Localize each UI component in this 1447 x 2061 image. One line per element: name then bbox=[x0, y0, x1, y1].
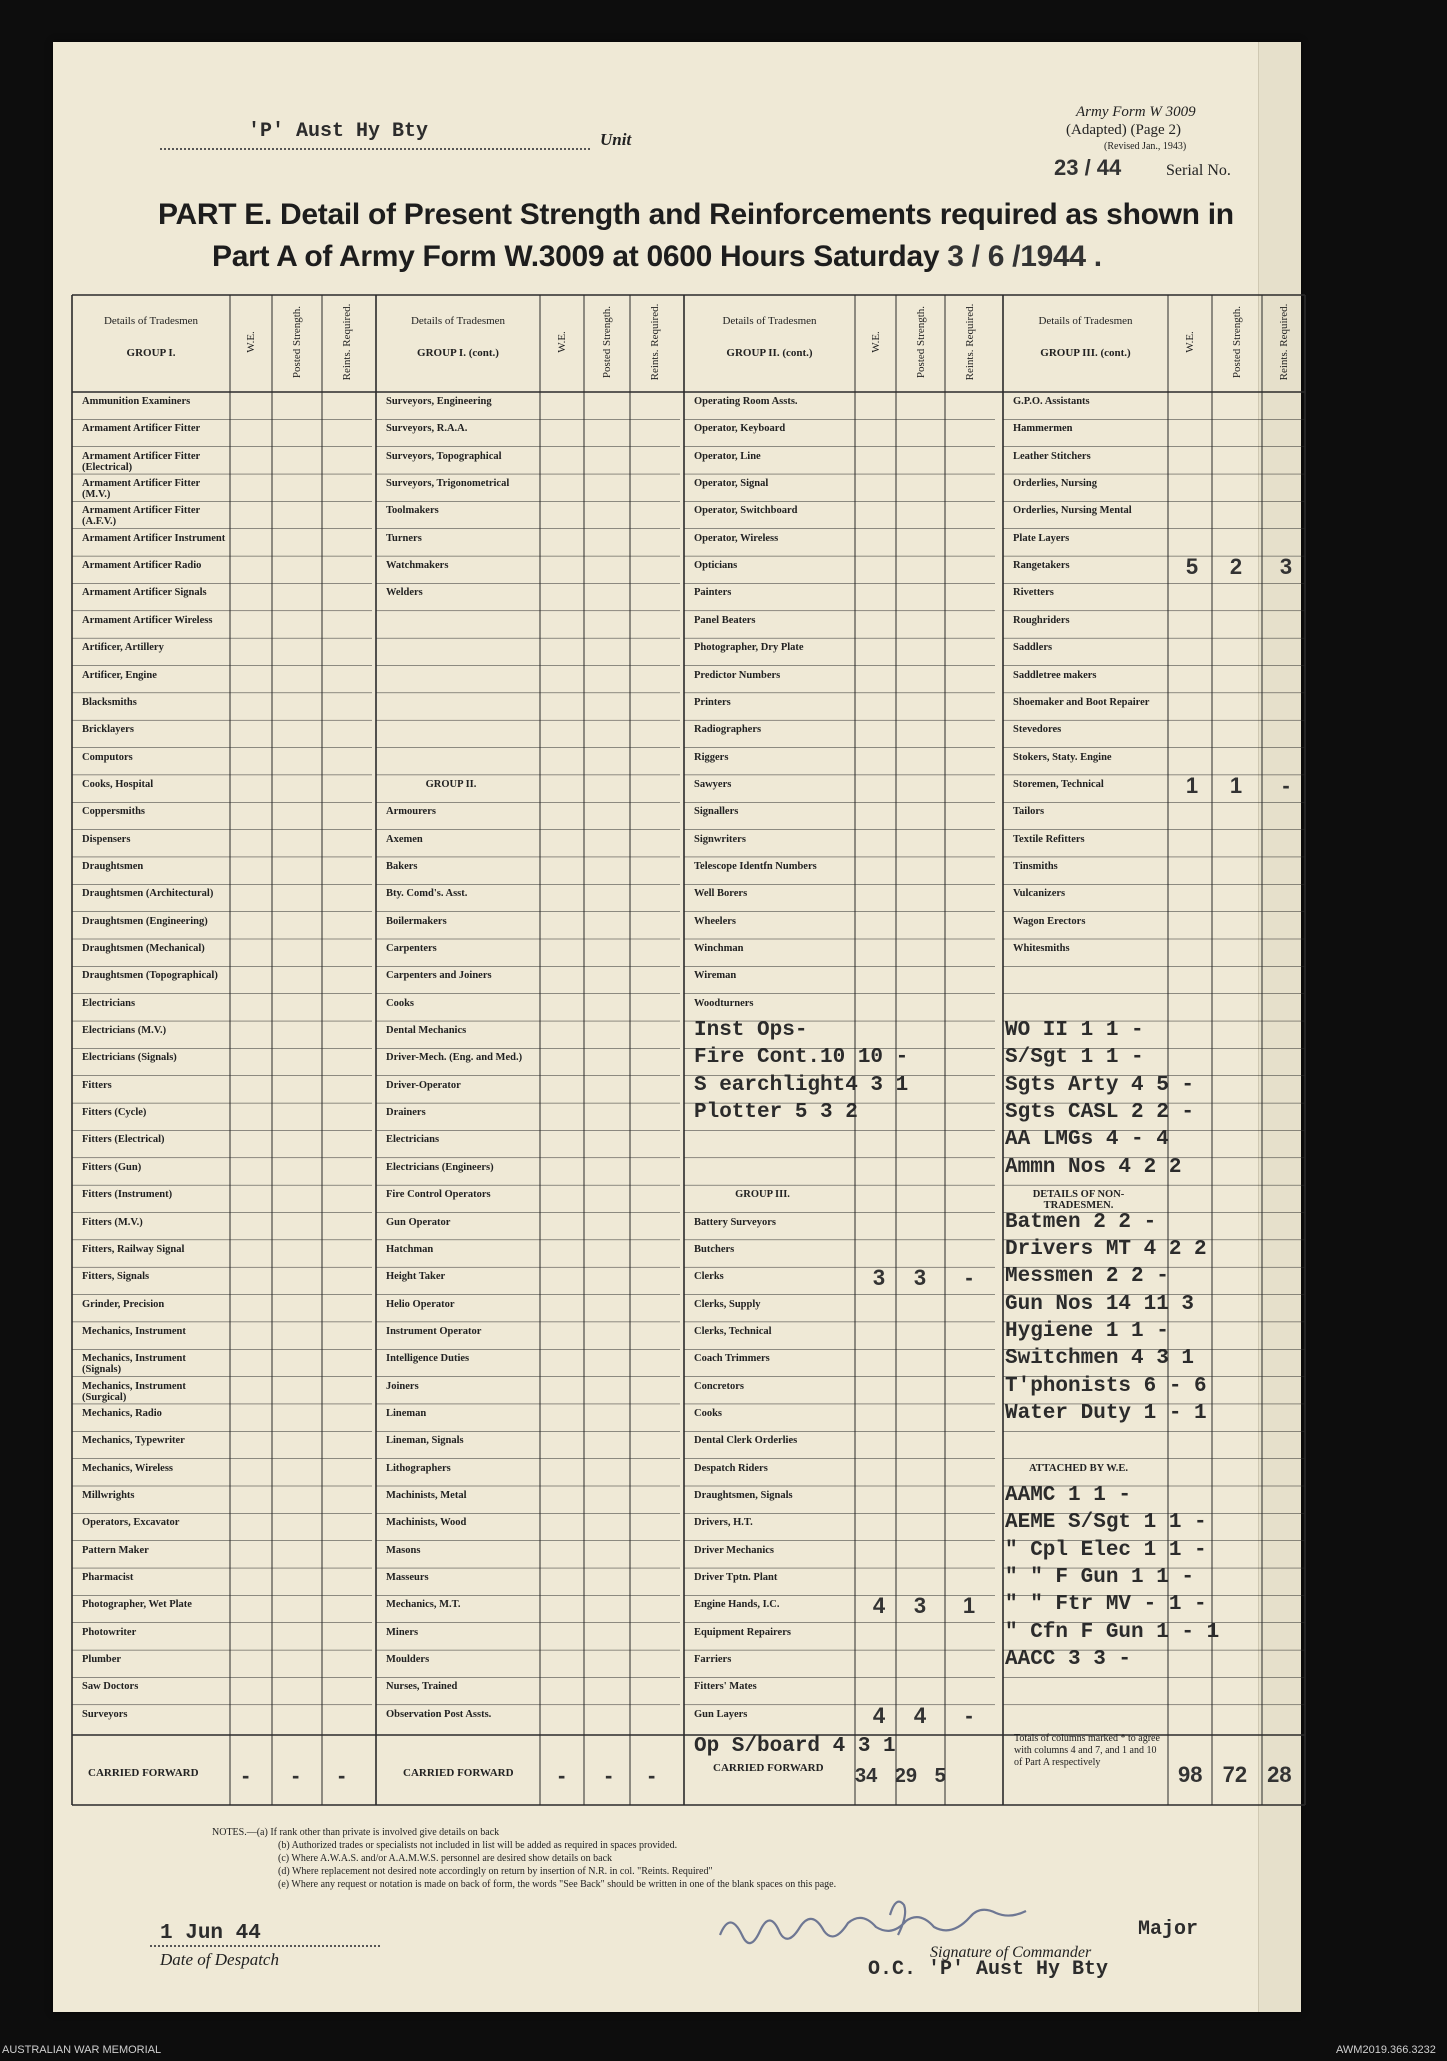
row-3-47: Fitters' Mates bbox=[694, 1681, 757, 1693]
header-details-4: Details of Tradesmen bbox=[1038, 315, 1133, 327]
row-3-13: Riggers bbox=[694, 751, 729, 763]
row-1-24: Electricians (Signals) bbox=[82, 1052, 177, 1064]
op-sboard-entry: Op S/board 4 3 1 bbox=[694, 1735, 896, 1758]
row-2-6: Watchmakers bbox=[386, 560, 449, 572]
row-4-11: Shoemaker and Boot Repairer bbox=[1013, 696, 1150, 708]
cf-dash-1: - bbox=[242, 1763, 250, 1788]
row-3-8: Panel Beaters bbox=[694, 614, 756, 626]
row-1-36: Mechanics, Instrument (Surgical) bbox=[82, 1380, 186, 1403]
typed-col4-12: T'phonists 6 - 6 bbox=[1005, 1374, 1207, 1398]
row-3-15: Signallers bbox=[694, 806, 739, 818]
form-name: Army Form W 3009 bbox=[1076, 104, 1196, 120]
row-4-17: Tinsmiths bbox=[1013, 860, 1058, 872]
row-1-17: Draughtsmen bbox=[82, 860, 144, 872]
row-2-15: Armourers bbox=[386, 806, 436, 818]
row-3-0: Operating Room Assts. bbox=[694, 396, 798, 407]
header-we-3: W.E. bbox=[869, 330, 882, 353]
row-3-38: Dental Clerk Orderlies bbox=[694, 1435, 798, 1447]
page-title-line1: PART E. Detail of Present Strength and Reinforcements required as shown in bbox=[158, 198, 1234, 231]
cf-dash-6: - bbox=[648, 1763, 656, 1788]
row-2-41: Machinists, Wood bbox=[386, 1517, 467, 1529]
row-3-34: Clerks, Technical bbox=[694, 1325, 772, 1337]
row-4-9: Saddlers bbox=[1013, 642, 1053, 654]
row-1-31: Fitters, Railway Signal bbox=[82, 1243, 185, 1255]
header-posted-4: Posted Strength. bbox=[1231, 305, 1243, 378]
row-4-7: Rivetters bbox=[1013, 587, 1054, 599]
despatch-label: Date of Despatch bbox=[160, 1950, 279, 1969]
hand-1-reinfs: - bbox=[1282, 772, 1290, 798]
typed-col4-16: " Cpl Elec 1 1 - bbox=[1005, 1538, 1207, 1562]
typed-col4-5: Ammn Nos 4 2 2 bbox=[1005, 1155, 1182, 1179]
row-3-44: Engine Hands, I.C. bbox=[694, 1599, 780, 1611]
row-2-27: Electricians bbox=[386, 1134, 440, 1146]
row-3-31: Butchers bbox=[694, 1243, 735, 1255]
row-2-14: GROUP II. bbox=[425, 778, 477, 790]
row-2-40: Machinists, Metal bbox=[386, 1490, 467, 1501]
typed-col4-19: " Cfn F Gun 1 - 1 bbox=[1005, 1620, 1220, 1644]
row-1-4: Armament Artificer Fitter (A.F.V.) bbox=[82, 505, 200, 528]
row-2-1: Surveyors, R.A.A. bbox=[386, 423, 468, 435]
row-1-3: Armament Artificer Fitter (M.V.) bbox=[82, 478, 200, 501]
row-2-36: Joiners bbox=[386, 1380, 419, 1392]
row-1-23: Electricians (M.V.) bbox=[82, 1025, 167, 1037]
row-2-21: Carpenters and Joiners bbox=[386, 970, 492, 982]
carried-forward-label-1: CARRIED FORWARD bbox=[88, 1767, 199, 1779]
row-3-32: Clerks bbox=[694, 1271, 724, 1283]
serial-label: Serial No. bbox=[1166, 162, 1231, 179]
row-1-14: Cooks, Hospital bbox=[82, 778, 154, 790]
row-3-10: Predictor Numbers bbox=[694, 669, 781, 681]
row-4-13: Stokers, Staty. Engine bbox=[1013, 751, 1112, 763]
row-4-20: Whitesmiths bbox=[1013, 943, 1070, 954]
row-3-37: Cooks bbox=[694, 1407, 723, 1419]
row-3-22: Woodturners bbox=[694, 997, 754, 1009]
typed-col4-6: Batmen 2 2 - bbox=[1005, 1210, 1157, 1234]
header-posted-3: Posted Strength. bbox=[914, 305, 927, 378]
typed-col4-20: AACC 3 3 - bbox=[1005, 1648, 1132, 1672]
note-b: (b) Authorized trades or specialists not included in list will be added as required in spaces provided. bbox=[278, 1840, 678, 1851]
header-reinfs-4: Reints. Required. bbox=[1277, 303, 1290, 380]
row-1-41: Operators, Excavator bbox=[82, 1517, 180, 1529]
row-2-29: Fire Control Operators bbox=[386, 1189, 491, 1201]
note-e: (e) Where any request or notation is made on back of form, the words "See Back" should be written in one of the blank spaces on this page. bbox=[278, 1879, 837, 1890]
row-2-39: Lithographers bbox=[386, 1462, 451, 1474]
hand-4-we: 4 bbox=[872, 1702, 886, 1728]
typed-col3-3: Plotter 5 3 2 bbox=[694, 1101, 858, 1125]
row-3-33: Clerks, Supply bbox=[694, 1298, 761, 1310]
row-3-29: GROUP III. bbox=[735, 1189, 790, 1201]
row-4-18: Vulcanizers bbox=[1013, 888, 1066, 900]
hand-0-reinfs: 3 bbox=[1279, 554, 1293, 580]
commander-rank: Major bbox=[1138, 1918, 1199, 1941]
hand-2-we: 3 bbox=[872, 1265, 886, 1291]
typed-col4-2: Sgts Arty 4 5 - bbox=[1005, 1073, 1195, 1097]
row-2-34: Instrument Operator bbox=[386, 1325, 482, 1337]
row-3-35: Coach Trimmers bbox=[694, 1353, 770, 1365]
row-4-10: Saddletree makers bbox=[1013, 669, 1097, 681]
typed-col4-11: Switchmen 4 3 1 bbox=[1005, 1347, 1195, 1371]
row-2-22: Cooks bbox=[386, 997, 415, 1009]
row-1-37: Mechanics, Radio bbox=[82, 1407, 162, 1419]
row-2-23: Dental Mechanics bbox=[386, 1025, 467, 1037]
row-2-35: Intelligence Duties bbox=[386, 1353, 470, 1365]
header-details-2: Details of Tradesmen bbox=[410, 315, 506, 327]
row-1-12: Bricklayers bbox=[82, 724, 134, 736]
serial-value: 23 / 44 bbox=[1054, 155, 1122, 180]
row-3-17: Telescope Identfn Numbers bbox=[694, 860, 817, 872]
row-2-19: Boilermakers bbox=[386, 915, 447, 927]
row-1-5: Armament Artificer Instrument bbox=[82, 532, 226, 544]
row-4-5: Plate Layers bbox=[1013, 532, 1070, 544]
header-details-3: Details of Tradesmen bbox=[722, 315, 817, 327]
row-3-1: Operator, Keyboard bbox=[694, 423, 786, 435]
row-2-2: Surveyors, Topographical bbox=[386, 450, 502, 462]
typed-col3-0: Inst Ops- bbox=[694, 1019, 808, 1043]
row-3-9: Photographer, Dry Plate bbox=[694, 642, 804, 654]
form-revised: (Revised Jan., 1943) bbox=[1104, 141, 1187, 152]
row-3-18: Well Borers bbox=[694, 888, 748, 900]
hand-1-posted: 1 bbox=[1229, 772, 1243, 798]
row-2-20: Carpenters bbox=[386, 943, 437, 954]
unit-label: Unit bbox=[600, 130, 632, 149]
header-reinfs-3: Reints. Required. bbox=[964, 303, 976, 380]
title-prefix: Part A of Army Form W.3009 at 0600 Hours Saturday bbox=[212, 240, 940, 273]
row-4-14: Storemen, Technical bbox=[1013, 778, 1104, 790]
row-3-40: Draughtsmen, Signals bbox=[694, 1490, 793, 1501]
row-3-3: Operator, Signal bbox=[694, 478, 769, 490]
row-3-14: Sawyers bbox=[694, 778, 732, 790]
typed-col4-3: Sgts CASL 2 2 - bbox=[1005, 1101, 1195, 1125]
row-4-2: Leather Stitchers bbox=[1013, 450, 1091, 462]
row-3-46: Farriers bbox=[694, 1654, 732, 1666]
row-1-10: Artificer, Engine bbox=[82, 669, 157, 681]
row-2-25: Driver-Operator bbox=[386, 1079, 461, 1091]
row-3-30: Battery Surveyors bbox=[694, 1216, 776, 1228]
row-1-44: Photographer, Wet Plate bbox=[82, 1599, 192, 1611]
row-3-42: Driver Mechanics bbox=[694, 1544, 774, 1556]
row-1-1: Armament Artificer Fitter bbox=[82, 423, 201, 435]
cf-dash-5: - bbox=[605, 1763, 613, 1788]
row-1-0: Ammunition Examiners bbox=[82, 396, 191, 407]
form-adapted: (Adapted) (Page 2) bbox=[1066, 122, 1181, 138]
row-2-37: Lineman bbox=[386, 1407, 427, 1419]
row-2-30: Gun Operator bbox=[386, 1216, 451, 1228]
row-1-20: Draughtsmen (Mechanical) bbox=[82, 943, 205, 954]
row-2-43: Masseurs bbox=[386, 1572, 429, 1584]
hand-4-reinfs: - bbox=[965, 1702, 973, 1728]
row-1-6: Armament Artificer Radio bbox=[82, 560, 202, 572]
despatch-underline bbox=[150, 1945, 380, 1947]
row-1-2: Armament Artificer Fitter (Electrical) bbox=[82, 450, 200, 473]
typed-col3-2: S earchlight4 3 1 bbox=[694, 1073, 909, 1097]
row-2-45: Miners bbox=[386, 1626, 419, 1638]
row-2-47: Nurses, Trained bbox=[386, 1681, 458, 1693]
typed-col4-0: WO II 1 1 - bbox=[1005, 1019, 1144, 1043]
row-2-38: Lineman, Signals bbox=[386, 1435, 464, 1447]
row-3-21: Wireman bbox=[694, 970, 737, 982]
header-posted-1: Posted Strength. bbox=[291, 305, 303, 378]
row-1-40: Millwrights bbox=[82, 1490, 135, 1501]
row-1-19: Draughtsmen (Engineering) bbox=[82, 915, 208, 927]
typed-col4-13: Water Duty 1 - 1 bbox=[1005, 1401, 1207, 1425]
typed-col4-10: Hygiene 1 1 - bbox=[1005, 1319, 1169, 1343]
row-4-15: Tailors bbox=[1013, 806, 1045, 818]
row-3-39: Despatch Riders bbox=[694, 1462, 768, 1474]
oc-stamp: O.C. 'P' Aust Hy Bty bbox=[868, 1958, 1109, 1981]
header-posted-2: Posted Strength. bbox=[601, 305, 613, 378]
hand-1-we: 1 bbox=[1185, 772, 1199, 798]
row-2-28: Electricians (Engineers) bbox=[386, 1161, 494, 1173]
row-1-32: Fitters, Signals bbox=[82, 1271, 150, 1283]
row-3-41: Drivers, H.T. bbox=[694, 1517, 753, 1529]
row-2-18: Bty. Comd's. Asst. bbox=[386, 888, 468, 900]
row-4-4: Orderlies, Nursing Mental bbox=[1013, 505, 1132, 517]
row-2-26: Drainers bbox=[386, 1107, 426, 1119]
typed-col4-8: Messmen 2 2 - bbox=[1005, 1265, 1169, 1289]
header-we-4: W.E. bbox=[1184, 330, 1196, 353]
row-2-46: Moulders bbox=[386, 1654, 430, 1666]
row-2-17: Bakers bbox=[386, 860, 418, 872]
row-3-11: Printers bbox=[694, 696, 731, 708]
row-4-0: G.P.O. Assistants bbox=[1013, 396, 1090, 407]
header-details-1: Details of Tradesmen bbox=[103, 315, 199, 327]
row-1-46: Plumber bbox=[82, 1654, 122, 1666]
row-1-35: Mechanics, Instrument (Signals) bbox=[82, 1353, 186, 1376]
credit-right: AWM2019.366.3232 bbox=[1336, 2044, 1436, 2056]
cf-dash-3: - bbox=[338, 1763, 346, 1788]
note-a: NOTES.—(a) If rank other than private is involved give details on back bbox=[212, 1827, 500, 1838]
row-3-43: Driver Tptn. Plant bbox=[694, 1572, 778, 1584]
note-c: (c) Where A.W.A.S. and/or A.A.M.W.S. personnel are desired show details on back bbox=[278, 1853, 613, 1864]
typed-col4-1: S/Sgt 1 1 - bbox=[1005, 1046, 1144, 1070]
row-1-21: Draughtsmen (Topographical) bbox=[82, 970, 218, 982]
row-1-27: Fitters (Electrical) bbox=[82, 1134, 165, 1146]
row-2-4: Toolmakers bbox=[386, 505, 439, 517]
row-1-11: Blacksmiths bbox=[82, 696, 137, 708]
hand-0-posted: 2 bbox=[1229, 554, 1243, 580]
row-2-48: Observation Post Assts. bbox=[386, 1708, 492, 1720]
row-3-36: Concretors bbox=[694, 1380, 744, 1392]
row-2-33: Helio Operator bbox=[386, 1298, 455, 1310]
signature-label: Signature of Commander bbox=[930, 1944, 1092, 1961]
row-1-47: Saw Doctors bbox=[82, 1681, 139, 1693]
row-4-6: Rangetakers bbox=[1013, 560, 1070, 572]
row-1-30: Fitters (M.V.) bbox=[82, 1216, 143, 1228]
header-we-2: W.E. bbox=[556, 330, 568, 353]
row-4-3: Orderlies, Nursing bbox=[1013, 478, 1097, 490]
header-reinfs-2: Reints. Required. bbox=[649, 303, 661, 380]
hand-2-reinfs: - bbox=[965, 1265, 973, 1291]
row-4-29: DETAILS OF NON-TRADESMEN. bbox=[1032, 1189, 1125, 1212]
credit-left: AUSTRALIAN WAR MEMORIAL bbox=[2, 2044, 162, 2056]
row-1-9: Artificer, Artillery bbox=[82, 642, 164, 654]
hand-0-we: 5 bbox=[1185, 554, 1199, 580]
cf-dash-4: - bbox=[558, 1763, 566, 1788]
header-we-1: W.E. bbox=[245, 330, 257, 353]
row-1-7: Armament Artificer Signals bbox=[82, 587, 207, 599]
row-4-16: Textile Refitters bbox=[1013, 833, 1085, 845]
row-1-8: Armament Artificer Wireless bbox=[82, 614, 213, 626]
row-2-5: Turners bbox=[386, 532, 422, 544]
row-1-43: Pharmacist bbox=[82, 1572, 134, 1584]
row-1-29: Fitters (Instrument) bbox=[82, 1189, 173, 1201]
row-4-39: ATTACHED BY W.E. bbox=[1029, 1462, 1128, 1474]
row-3-20: Winchman bbox=[694, 943, 744, 954]
header-group-2: GROUP I. (cont.) bbox=[417, 347, 499, 359]
row-3-7: Painters bbox=[694, 587, 732, 599]
row-1-34: Mechanics, Instrument bbox=[82, 1325, 186, 1337]
row-1-26: Fitters (Cycle) bbox=[82, 1107, 147, 1119]
despatch-date: 1 Jun 44 bbox=[160, 1922, 261, 1945]
typed-col4-18: " " Ftr MV - 1 - bbox=[1005, 1593, 1207, 1617]
typed-col4-7: Drivers MT 4 2 2 bbox=[1005, 1237, 1207, 1261]
row-2-16: Axemen bbox=[386, 833, 423, 845]
row-2-44: Mechanics, M.T. bbox=[386, 1599, 461, 1611]
row-3-48: Gun Layers bbox=[694, 1708, 748, 1720]
row-1-13: Computors bbox=[82, 751, 133, 763]
header-group-4: GROUP III. (cont.) bbox=[1040, 347, 1131, 359]
row-2-32: Height Taker bbox=[386, 1271, 446, 1283]
despatch-date-value: Jun 44 bbox=[185, 1922, 261, 1945]
row-3-2: Operator, Line bbox=[694, 450, 761, 462]
row-2-24: Driver-Mech. (Eng. and Med.) bbox=[386, 1052, 523, 1064]
row-4-19: Wagon Erectors bbox=[1013, 915, 1086, 927]
row-4-1: Hammermen bbox=[1013, 423, 1073, 435]
typed-col4-15: AEME S/Sgt 1 1 - bbox=[1005, 1511, 1207, 1535]
row-1-48: Surveyors bbox=[82, 1708, 128, 1720]
col4-totals: 98 72 28 bbox=[1178, 1762, 1292, 1787]
row-3-16: Signwriters bbox=[694, 833, 746, 845]
row-1-28: Fitters (Gun) bbox=[82, 1161, 142, 1173]
unit-value: 'P' Aust Hy Bty bbox=[248, 120, 429, 143]
row-4-8: Roughriders bbox=[1013, 614, 1070, 626]
typed-col4-17: " " F Gun 1 1 - bbox=[1005, 1566, 1195, 1590]
row-2-42: Masons bbox=[386, 1544, 421, 1556]
cf-dash-2: - bbox=[292, 1763, 300, 1788]
carried-forward-label-3: CARRIED FORWARD bbox=[713, 1762, 824, 1774]
header-group-3: GROUP II. (cont.) bbox=[726, 347, 813, 359]
hand-3-reinfs: 1 bbox=[962, 1593, 976, 1619]
row-3-4: Operator, Switchboard bbox=[694, 505, 798, 517]
row-1-25: Fitters bbox=[82, 1079, 112, 1091]
row-2-7: Welders bbox=[386, 587, 423, 599]
row-3-19: Wheelers bbox=[694, 915, 736, 927]
row-1-16: Dispensers bbox=[82, 833, 131, 845]
title-date: 3 / 6 /1944 . bbox=[947, 240, 1102, 273]
carried-forward-label-2: CARRIED FORWARD bbox=[403, 1767, 514, 1779]
header-group-1: GROUP I. bbox=[126, 347, 176, 359]
row-3-6: Opticians bbox=[694, 560, 738, 572]
row-4-12: Stevedores bbox=[1013, 724, 1062, 736]
typed-col4-4: AA LMGs 4 - 4 bbox=[1005, 1128, 1169, 1152]
row-1-22: Electricians bbox=[82, 997, 136, 1009]
hand-3-posted: 3 bbox=[913, 1593, 927, 1619]
totals-note: Totals of columns marked * to agree with columns 4 and 7, and 1 and 10 of Part A respectively bbox=[1014, 1733, 1160, 1768]
typed-col4-9: Gun Nos 14 11 3 bbox=[1005, 1292, 1195, 1316]
row-1-18: Draughtsmen (Architectural) bbox=[82, 888, 214, 900]
row-1-15: Coppersmiths bbox=[82, 806, 146, 818]
hand-3-we: 4 bbox=[872, 1593, 886, 1619]
typed-col3-1: Fire Cont.10 10 - bbox=[694, 1046, 909, 1070]
header-reinfs-1: Reints. Required. bbox=[341, 303, 353, 380]
note-d: (d) Where replacement not desired note accordingly on return by insertion of N.R. in col. "Reints. Required" bbox=[278, 1866, 713, 1877]
typed-col4-14: AAMC 1 1 - bbox=[1005, 1484, 1132, 1507]
row-2-0: Surveyors, Engineering bbox=[386, 396, 492, 407]
row-3-12: Radiographers bbox=[694, 724, 762, 736]
row-2-31: Hatchman bbox=[386, 1243, 434, 1255]
row-1-33: Grinder, Precision bbox=[82, 1298, 165, 1310]
row-1-39: Mechanics, Wireless bbox=[82, 1462, 173, 1474]
row-1-45: Photowriter bbox=[82, 1626, 137, 1638]
col3-totals: 34 29 5 bbox=[855, 1765, 946, 1787]
row-2-3: Surveyors, Trigonometrical bbox=[386, 478, 510, 490]
row-1-38: Mechanics, Typewriter bbox=[82, 1435, 185, 1447]
hand-2-posted: 3 bbox=[913, 1265, 927, 1291]
hand-4-posted: 4 bbox=[913, 1702, 927, 1728]
row-3-45: Equipment Repairers bbox=[694, 1626, 791, 1638]
row-1-42: Pattern Maker bbox=[82, 1544, 149, 1556]
row-3-5: Operator, Wireless bbox=[694, 532, 779, 544]
